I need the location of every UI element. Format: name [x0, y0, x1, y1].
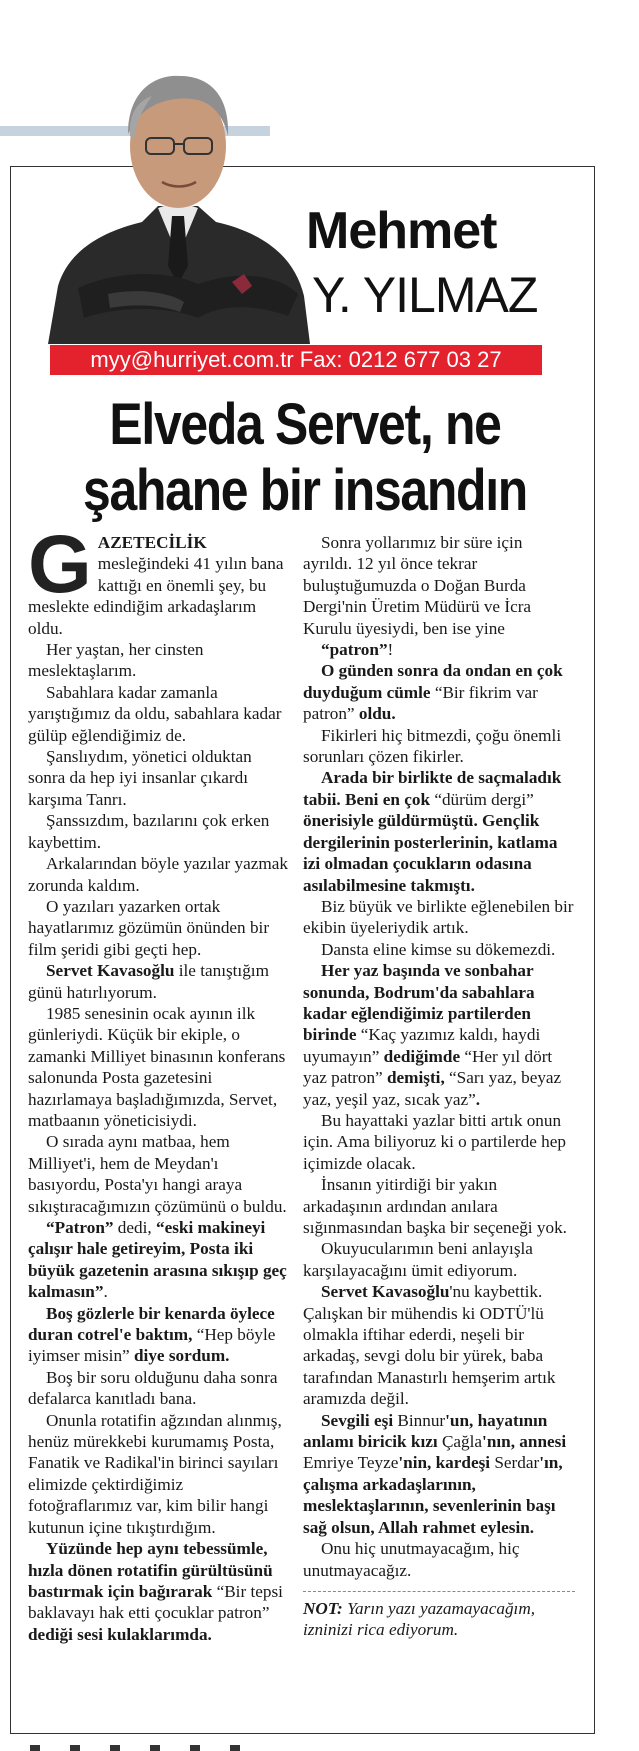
paragraph: Servet Kavasoğlu ile tanıştığım günü hatırlıyorum.	[28, 961, 269, 1002]
paragraph: “patron”!	[321, 640, 394, 660]
paragraph: Boş gözlerle bir kenarda öylece duran cotrel'e baktım, “Hep böyle iyimser misin” diye sordum.	[28, 1303, 276, 1366]
paragraph: O yazıları yazarken ortak hayatlarımız gözümün önünden bir film şeridi gibi geçti hep.	[28, 896, 270, 959]
paragraph: Yüzünde hep aynı tebessümle, hızla dönen rotatifin gürültüsünü bastırmak için bağırarak “Bir tepsi baklavayı hak etti çocuklar patron” dediği sesi kulaklarımda.	[28, 1539, 283, 1644]
paragraph: Okuyucularımın beni anlayışla karşılayacağını ümit ediyorum.	[303, 1239, 533, 1280]
paragraph: Her yaz başında ve sonbahar sonunda, Bodrum'da sabahlara kadar eğlendiğimiz partilerden birinde “Kaç yazımız kaldı, haydi uyumayın” dediğimde “Her yıl dört yaz patron” demişti, “Sarı yaz, beyaz yaz, yeşil yaz, sıcak yaz”.	[303, 961, 562, 1109]
author-first-name: Mehmet	[306, 202, 497, 260]
bottom-decoration	[0, 1745, 639, 1751]
paragraph: Boş bir soru olduğunu daha sonra defalarca kanıtladı bana.	[28, 1367, 278, 1409]
paragraph: Her yaştan, her cinsten meslektaşlarım.	[28, 640, 204, 681]
paragraph: Şanslıydım, yönetici olduktan sonra da hep iyi insanlar çıkardı karşıma Tanrı.	[28, 747, 252, 809]
author-last-name: Y. YILMAZ	[312, 267, 538, 323]
paragraph: İnsanın yitirdiği bir yakın arkadaşının ardından anılara sığınmasından başka bir seçeneği yok.	[303, 1175, 567, 1237]
headline-line-2: şahane bir insandın	[83, 458, 527, 523]
paragraph: Fikirleri hiç bitmezdi, çoğu önemli sorunları çözen fikirler.	[303, 725, 562, 767]
paragraph: Arkalarından böyle yazılar yazmak zorunda kaldım.	[28, 854, 288, 895]
paragraph: O günden sonra da ondan en çok duyduğum cümle “Bir fikrim var patron” oldu.	[303, 661, 563, 724]
paragraph: Bu hayattaki yazlar bitti artık onun için. Ama biliyoruz ki o partilerde hep içimizde olacak.	[303, 1110, 566, 1173]
paragraph: Onu hiç unutmayacağım, hiç unutmayacağız.	[303, 1539, 520, 1580]
paragraph: “Patron” dedi, “eski makineyi çalışır hale getireyim, Posta iki büyük gazetenin arasına sıkışıp geç kalmasın”.	[28, 1218, 287, 1302]
paragraph: Sevgili eşi Binnur'un, hayatının anlamı biricik kızı Çağla'nın, annesi Emriye Teyze'nin, kardeşi Serdar'ın, çalışma arkadaşlarının, meslektaşlarının, sevenlerinin başı sağ olsun, Allah rahmet eylesin.	[303, 1410, 567, 1537]
paragraph: Servet Kavasoğlu'nu kaybettik. Çalışkan bir mühendis ki ODTÜ'lü olmakla iftihar ederdi, neşeli bir arkadaş, sevgi dolu bir yürek, baba tarafından Manastırlı hemşerim artık aramızda değil.	[303, 1282, 556, 1409]
article-headline	[69, 392, 542, 524]
author-contact-bar: myy@hurriyet.com.tr Fax: 0212 677 03 27	[50, 345, 542, 375]
paragraph: GAZETECİLİK mesleğindeki 41 yılın bana kattığı en önemli şey, bu meslekte edindiğim arkadaşlarım oldu.	[28, 519, 284, 638]
paragraph: 1985 senesinin ocak ayının ilk günleriydi. Küçük bir ekiple, o zamanki Milliyet binasının konferans salonunda Posta gazetesini hazırlamaya başladığımızda, Servet, matbaanın yöneticisiydi.	[28, 1003, 286, 1130]
author-portrait	[48, 56, 310, 344]
paragraph: Sonra yollarımız bir süre için ayrıldı. 12 yıl önce tekrar buluştuğumuzda o Doğan Burda Dergi'nin Üretim Müdürü ve İcra Kurulu üyesiydi, ben ise yine	[303, 533, 532, 638]
paragraph: Sabahlara kadar zamanla yarıştığımız da oldu, sabahlara kadar gülüp eğlendiğimiz de.	[28, 682, 282, 745]
paragraph: Biz büyük ve birlikte eğlenebilen bir ekibin üyeleriydik artık.	[303, 896, 574, 938]
article-column-1	[28, 519, 290, 1645]
drop-cap: G	[28, 519, 92, 610]
paragraph: Dansta eline kimse su dökemezdi.	[321, 939, 556, 959]
paragraph: O sırada aynı matbaa, hem Milliyet'i, hem de Meydan'ı basıyordu, Posta'yı hangi araya sıkıştıracağımızın çözümünü o buldu.	[28, 1132, 287, 1216]
paragraph: Şanssızdım, bazılarını çok erken kaybettim.	[28, 811, 270, 852]
article-column-2	[303, 532, 575, 1641]
headline-line-1: Elveda Servet, ne	[109, 392, 501, 457]
note-separator	[303, 1591, 575, 1592]
editor-note: NOT: Yarın yazı yazamayacağım, izninizi rica ediyorum.	[303, 1598, 536, 1640]
paragraph: Arada bir birlikte de saçmaladık tabii. Beni en çok “dürüm dergi” önerisiyle güldürmüştü. Gençlik dergilerinin posterlerinin, katlama izi olmadan çocukların odasına asılabilmesine takmıştı.	[303, 768, 562, 895]
paragraph: Onunla rotatifin ağzından alınmış, henüz mürekkebi kurumamış Posta, Fanatik ve Radikal'in birinci sayıları elimizde çektirdiğimiz fotoğraflarımız var, kim bilir hangi kutunun içine tıkıştırdığım.	[28, 1410, 282, 1537]
